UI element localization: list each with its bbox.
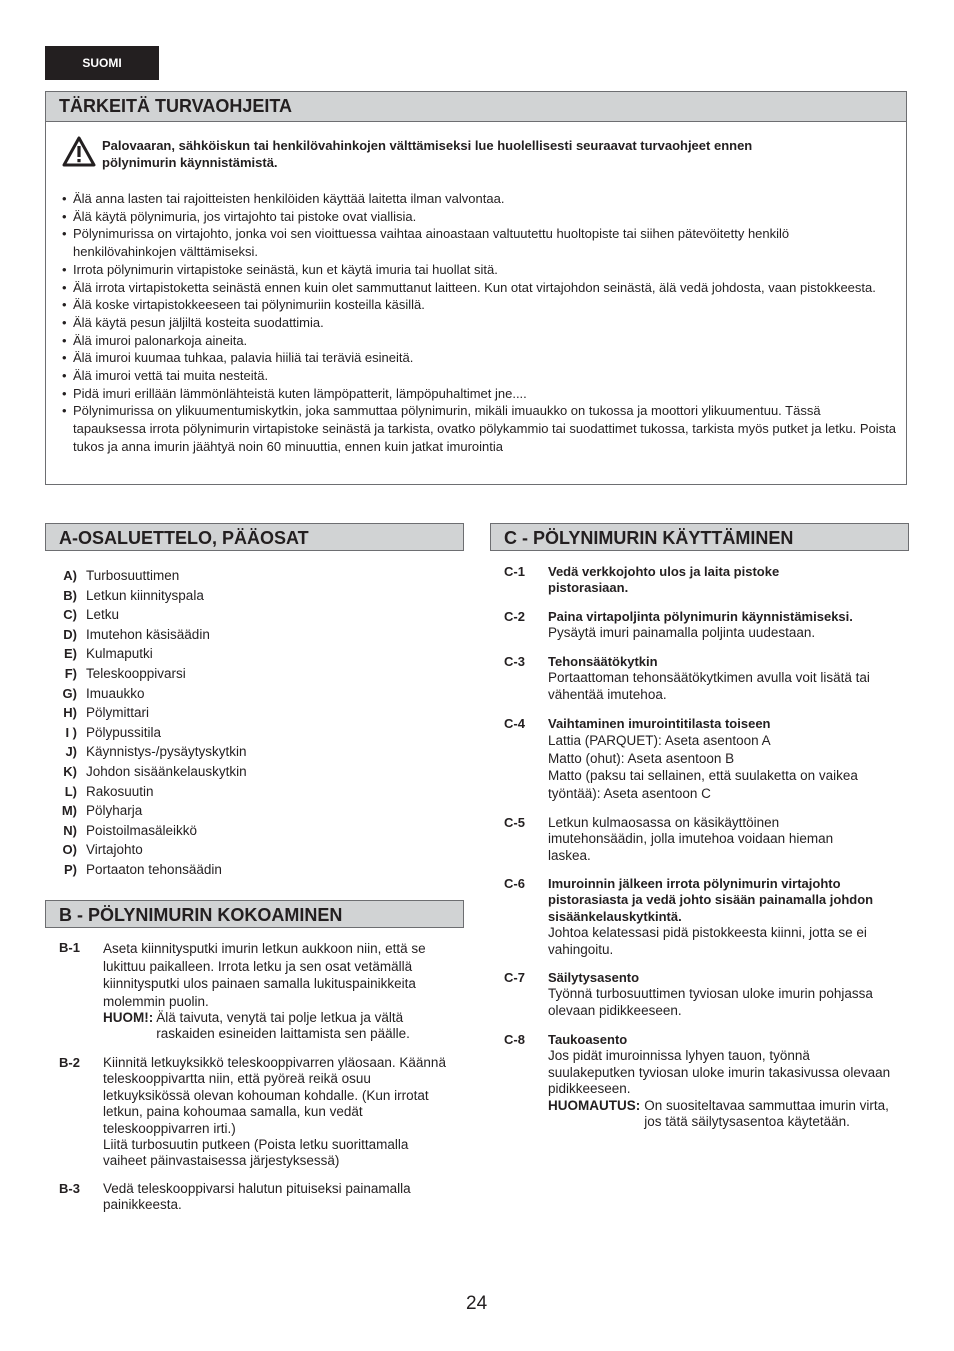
list-item xyxy=(55,644,247,664)
part-label: Pölyharja xyxy=(86,803,143,819)
list-item: • Pölynimurissa on ylikuumentumiskytkin, joka sammuttaa pölynimurin, mikäli imuaukko on tukossa ja moottori ylikuumentuu. Tässä tapauksessa irrota pölynimurin virtapistoke seinästä ja tarkista, ovatko pölykammio tai suodattimet tukossa, tarkista myös putket ja letku. Poista tukos ja anna imurin jäähtyä noin 60 minuuttia, ennen kuin jatkat imurointia xyxy=(61,402,896,455)
step-number: C-7 xyxy=(504,970,525,985)
list-item: • Älä käytä pölynimuria, jos virtajohto tai pistoke ovat viallisia. xyxy=(61,208,896,226)
list-item xyxy=(55,684,247,704)
list-item xyxy=(55,625,247,645)
list-item: • Pölynimurissa on virtajohto, jonka voi sen vioittuessa vaihtaa ainoastaan valtuutettu huoltopiste tai siihen pätevöitetty henkilö henkilövahinkojen välttämiseksi. xyxy=(61,225,896,260)
part-label: Poistoilmasäleikkö xyxy=(86,822,198,838)
step-text: Aseta kiinnitysputki imurin letkun aukkoon niin, että se lukittuu paikalleen. Irrota letku ja sen osat vetämällä kiinnitysputki ulos painaen samalla lukituspainikkeita molemmin puolin. xyxy=(103,941,426,1009)
note-text: Älä taivuta, venytä tai polje letkua ja vältä raskaiden esineiden laittamista sen päälle. xyxy=(156,1010,410,1041)
language-tab-label: SUOMI xyxy=(82,56,122,70)
step-heading: Säilytysasento xyxy=(548,970,640,985)
list-item: • Pidä imuri erillään lämmönlähteistä kuten lämpöpatterit, lämpöpuhaltimet jne.... xyxy=(61,385,896,403)
step-text: Pysäytä imuri painamalla poljinta uudestaan. xyxy=(548,625,816,641)
step-number: C-4 xyxy=(504,716,525,731)
safety-section xyxy=(45,91,907,485)
language-tab xyxy=(45,46,159,80)
list-item xyxy=(55,821,247,841)
part-key: H) xyxy=(63,705,77,721)
list-item xyxy=(55,703,247,723)
part-key: N) xyxy=(63,822,77,838)
list-item xyxy=(55,742,247,762)
step-heading: Vaihtaminen imurointitilasta toiseen xyxy=(548,716,771,731)
parts-title: A-OSALUETTELO, PÄÄOSAT xyxy=(45,523,464,551)
part-key: K) xyxy=(63,763,77,779)
safety-warning-text xyxy=(102,137,862,171)
step-heading: Imuroinnin jälkeen irrota pölynimurin virtajohto pistorasiasta ja vedä johto sisään painamalla johdon sisäänkelauskytkintä. xyxy=(548,876,874,924)
part-key: B) xyxy=(63,587,77,603)
step-heading: Taukoasento xyxy=(548,1032,628,1047)
list-item xyxy=(55,664,247,684)
part-key: L) xyxy=(64,783,77,799)
part-key: E) xyxy=(64,646,77,662)
list-item xyxy=(55,566,247,586)
step-text: Letkun kulmaosassa on käsikäyttöinen imutehonsäädin, jolla imutehoa voidaan hieman laskea. xyxy=(548,815,834,863)
list-item: • Älä anna lasten tai rajoitteisten henkilöiden käyttää laitetta ilman valvontaa. xyxy=(61,190,896,208)
step-note xyxy=(103,1010,453,1042)
part-key: J) xyxy=(65,744,77,760)
list-item: • Älä imuroi vettä tai muita nesteitä. xyxy=(61,367,896,385)
part-key: D) xyxy=(63,626,77,642)
warning-triangle-icon xyxy=(62,136,96,168)
list-item xyxy=(55,840,247,860)
part-label: Teleskooppivarsi xyxy=(86,665,186,681)
assembly-title: B - PÖLYNIMURIN KOKOAMINEN xyxy=(45,900,464,928)
part-label: Rakosuutin xyxy=(86,783,154,799)
part-label: Portaaton tehonsäädin xyxy=(86,861,222,877)
list-item xyxy=(55,801,247,821)
part-label: Turbosuuttimen xyxy=(86,568,180,583)
part-label: Imutehon käsisäädin xyxy=(86,626,210,642)
part-label: Johdon sisäänkelauskytkin xyxy=(86,763,247,779)
step-number: C-1 xyxy=(504,564,525,579)
step-text: Johtoa kelatessasi pidä pistokkeesta kiinni, jotta se ei vahingoitu. xyxy=(548,925,867,957)
list-item: • Älä imuroi kuumaa tuhkaa, palavia hiiliä tai teräviä esineitä. xyxy=(61,349,896,367)
warning-line-1: Palovaaran, sähköiskun tai henkilövahinkojen välttämiseksi lue huolellisesti seuraavat turvaohjeet ennen xyxy=(102,138,753,153)
part-key: A) xyxy=(63,568,77,583)
note-label: HUOM!: xyxy=(103,1010,154,1025)
step-heading: Tehonsäätökytkin xyxy=(548,654,658,669)
step-text: Portaattoman tehonsäätökytkimen avulla voit lisätä tai vähentää imutehoa. xyxy=(548,670,870,702)
part-label: Virtajohto xyxy=(86,842,143,858)
list-item: • Älä käytä pesun jäljiltä kosteita suodattimia. xyxy=(61,314,896,332)
step-text: Vedä teleskooppivarsi halutun pituiseksi painamalla painikkeesta. xyxy=(103,1181,411,1213)
part-key: O) xyxy=(62,842,77,858)
parts-list xyxy=(55,566,247,880)
list-item: • Älä koske virtapistokkeeseen tai pölynimuriin kosteilla käsillä. xyxy=(61,296,896,314)
step-note xyxy=(548,1098,893,1131)
list-item xyxy=(55,723,247,743)
part-label: Pölypussitila xyxy=(86,724,162,740)
warning-line-2: pölynimurin käynnistämistä. xyxy=(102,155,278,170)
step-number: C-5 xyxy=(504,815,525,830)
part-label: Kulmaputki xyxy=(86,646,153,662)
part-label: Pölymittari xyxy=(86,705,150,721)
part-key: F) xyxy=(64,665,77,681)
step-line: Lattia (PARQUET): Aseta asentoon A xyxy=(548,733,771,748)
usage-title: C - PÖLYNIMURIN KÄYTTÄMINEN xyxy=(490,523,909,551)
part-key: I ) xyxy=(65,724,77,740)
step-number: C-6 xyxy=(504,876,525,891)
note-label: HUOMAUTUS: xyxy=(548,1097,641,1113)
page-number: 24 xyxy=(466,1293,488,1314)
note-text: On suositeltavaa sammuttaa imurin virta, jos tätä säilytysasentoa käytetään. xyxy=(644,1097,889,1130)
part-label: Imuaukko xyxy=(86,685,145,701)
step-line: Matto (ohut): Aseta asentoon B xyxy=(548,750,735,766)
step-text: Kiinnitä letkuyksikkö teleskooppivarren yläosaan. Käännä teleskooppivartta niin, että pyöreä reikä osuu letkuyksikössä olevan kohouman kohdalle. (Kun irrotat letkun, paina kohoumaa samalla, kun vedät teleskooppivarren irti.) xyxy=(103,1055,446,1136)
list-item xyxy=(55,762,247,782)
step-text-2: Liitä turbosuutin putkeen (Poista letku suorittamalla vaiheet päinvastaisessa järjestyksessä) xyxy=(103,1137,409,1169)
part-label: Letkun kiinnityspala xyxy=(86,587,204,603)
step-text: Jos pidät imuroinnissa lyhyen tauon, työnnä suulakeputken tyviosan uloke imurin takasivussa olevaan pidikkeeseen. xyxy=(548,1048,891,1097)
step-number: B-1 xyxy=(59,940,80,955)
part-key: G) xyxy=(62,685,77,701)
part-key: M) xyxy=(61,803,77,819)
list-item xyxy=(55,605,247,625)
step-text: Työnnä turbosuuttimen tyviosan uloke imurin pohjassa olevaan pidikkeeseen. xyxy=(548,986,873,1018)
list-item: • Irrota pölynimurin virtapistoke seinästä, kun et käytä imuria tai huollat sitä. xyxy=(61,261,896,279)
step-heading: Vedä verkkojohto ulos ja laita pistoke pistorasiaan. xyxy=(548,564,780,596)
step-number: C-3 xyxy=(504,654,525,669)
step-number: B-3 xyxy=(59,1181,80,1196)
list-item: • Älä irrota virtapistoketta seinästä ennen kuin olet sammuttanut laitteen. Kun otat virtajohdon seinästä, älä vedä johdosta, vaan pistokkeesta. xyxy=(61,279,896,297)
list-item xyxy=(55,586,247,606)
step-number: B-2 xyxy=(59,1055,80,1070)
list-item xyxy=(55,782,247,802)
part-label: Letku xyxy=(86,607,120,623)
part-key: C) xyxy=(63,607,77,623)
part-key: P) xyxy=(64,861,77,877)
step-number: C-2 xyxy=(504,609,525,624)
safety-list xyxy=(61,190,896,456)
list-item: • Älä imuroi palonarkoja aineita. xyxy=(61,332,896,350)
step-line: Matto (paksu tai sellainen, että suulaketta on vaikea työntää): Aseta asentoon C xyxy=(548,768,858,801)
step-heading: Paina virtapoljinta pölynimurin käynnistämiseksi. xyxy=(548,609,853,624)
list-item xyxy=(55,860,247,880)
part-label: Käynnistys-/pysäytyskytkin xyxy=(86,744,247,760)
safety-title: TÄRKEITÄ TURVAOHJEITA xyxy=(46,92,906,122)
step-number: C-8 xyxy=(504,1032,525,1047)
